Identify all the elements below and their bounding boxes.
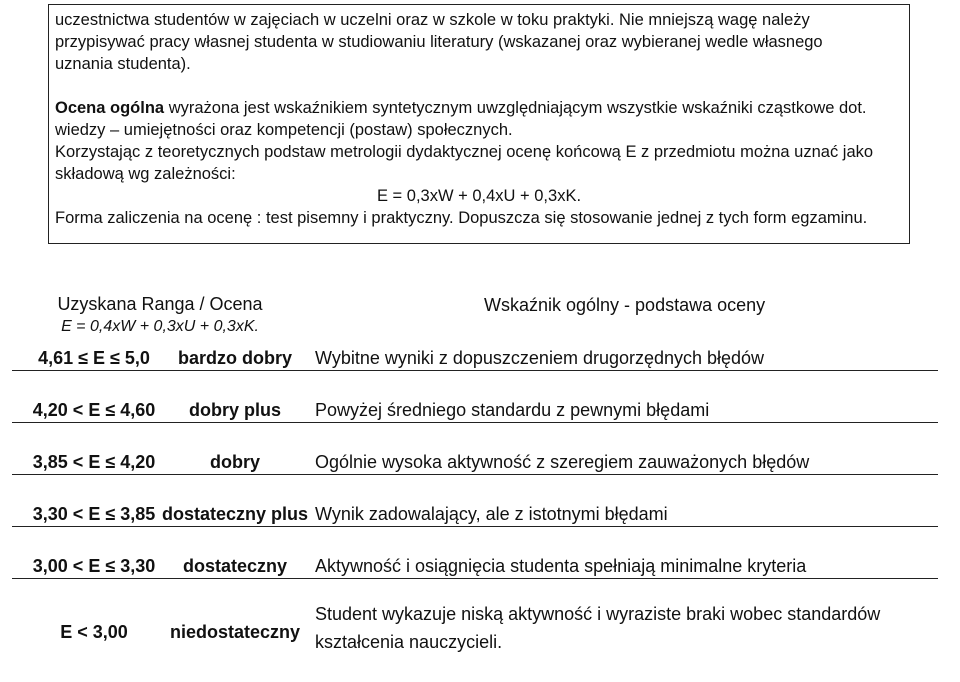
- intro-line-2: przypisywać pracy własnej studenta w studiowaniu literatury (wskazanej oraz wybieranej wedle własnego: [55, 33, 823, 51]
- metrology-line-1: Korzystając z teoretycznych podstaw metrologii dydaktycznej ocenę końcową E z przedmiotu można uznać jako: [55, 143, 874, 161]
- grade-description: Wynik zadowalający, ale z istotnymi błędami: [315, 504, 668, 524]
- table-row: [0, 396, 960, 448]
- final-grade-formula: E = 0,3xW + 0,4xU + 0,3xK.: [376, 187, 582, 205]
- grade-range: 3,30 < E ≤ 3,85: [32, 504, 156, 524]
- grade-name: dobry: [209, 452, 260, 472]
- grade-name: bardzo dobry: [177, 348, 292, 368]
- grade-description: Aktywność i osiągnięcia studenta spełniają minimalne kryteria: [315, 556, 807, 576]
- intro-box: [48, 4, 910, 244]
- header-indicator: Wskaźnik ogólny - podstawa oceny: [484, 295, 766, 315]
- grade-name: dostateczny plus: [161, 504, 309, 524]
- overall-grade-text: wyrażona jest wskaźnikiem syntetycznym uwzględniającym wszystkie wskaźniki cząstkowe dot.: [164, 99, 867, 117]
- overall-grade-line-2: wiedzy – umiejętności oraz kompetencji (postaw) społecznych.: [55, 121, 513, 139]
- row-divider: [12, 578, 938, 579]
- grade-name: niedostateczny: [169, 622, 301, 642]
- grade-range: 4,61 ≤ E ≤ 5,0: [38, 348, 150, 368]
- assessment-form-text: Forma zaliczenia na ocenę : test pisemny i praktyczny. Dopuszcza się stosowanie jednej z tych form egzaminu.: [55, 209, 868, 227]
- table-row: [0, 600, 960, 670]
- grade-name: dostateczny: [182, 556, 288, 576]
- grade-description: Powyżej średniego standardu z pewnymi błędami: [315, 400, 710, 420]
- grade-description-line-1: Student wykazuje niską aktywność i wyraziste braki wobec standardów: [315, 604, 881, 624]
- header-rank-formula: E = 0,4xW + 0,3xU + 0,3xK.: [61, 318, 259, 335]
- table-header: [0, 292, 960, 344]
- intro-line-1: uczestnictwa studentów w zajęciach w uczelni oraz w szkole w toku praktyki. Nie mniejszą wagę należy: [55, 11, 810, 29]
- table-row: [0, 344, 960, 396]
- intro-line-3: uznania studenta).: [55, 55, 191, 73]
- grade-description: Wybitne wyniki z dopuszczeniem drugorzędnych błędów: [315, 348, 765, 368]
- row-divider: [12, 370, 938, 371]
- grade-range: E < 3,00: [60, 622, 128, 642]
- grade-range: 3,85 < E ≤ 4,20: [32, 452, 156, 472]
- grade-name: dobry plus: [188, 400, 281, 420]
- grade-range: 4,20 < E ≤ 4,60: [32, 400, 156, 420]
- grade-description: [315, 600, 935, 664]
- metrology-line-2: składową wg zależności:: [55, 165, 236, 183]
- header-rank-title: Uzyskana Ranga / Ocena: [57, 294, 263, 314]
- row-divider: [12, 474, 938, 475]
- row-divider: [12, 422, 938, 423]
- grade-range: 3,00 < E ≤ 3,30: [32, 556, 156, 576]
- table-row: [0, 500, 960, 552]
- overall-grade-paragraph: [55, 97, 903, 119]
- row-divider: [12, 526, 938, 527]
- table-row: [0, 552, 960, 604]
- overall-grade-term: Ocena ogólna: [55, 99, 165, 117]
- header-rank: [55, 292, 265, 338]
- grade-description-line-2: kształcenia nauczycieli.: [315, 632, 503, 652]
- table-row: [0, 448, 960, 500]
- grade-description: Ogólnie wysoka aktywność z szeregiem zauważonych błędów: [315, 452, 810, 472]
